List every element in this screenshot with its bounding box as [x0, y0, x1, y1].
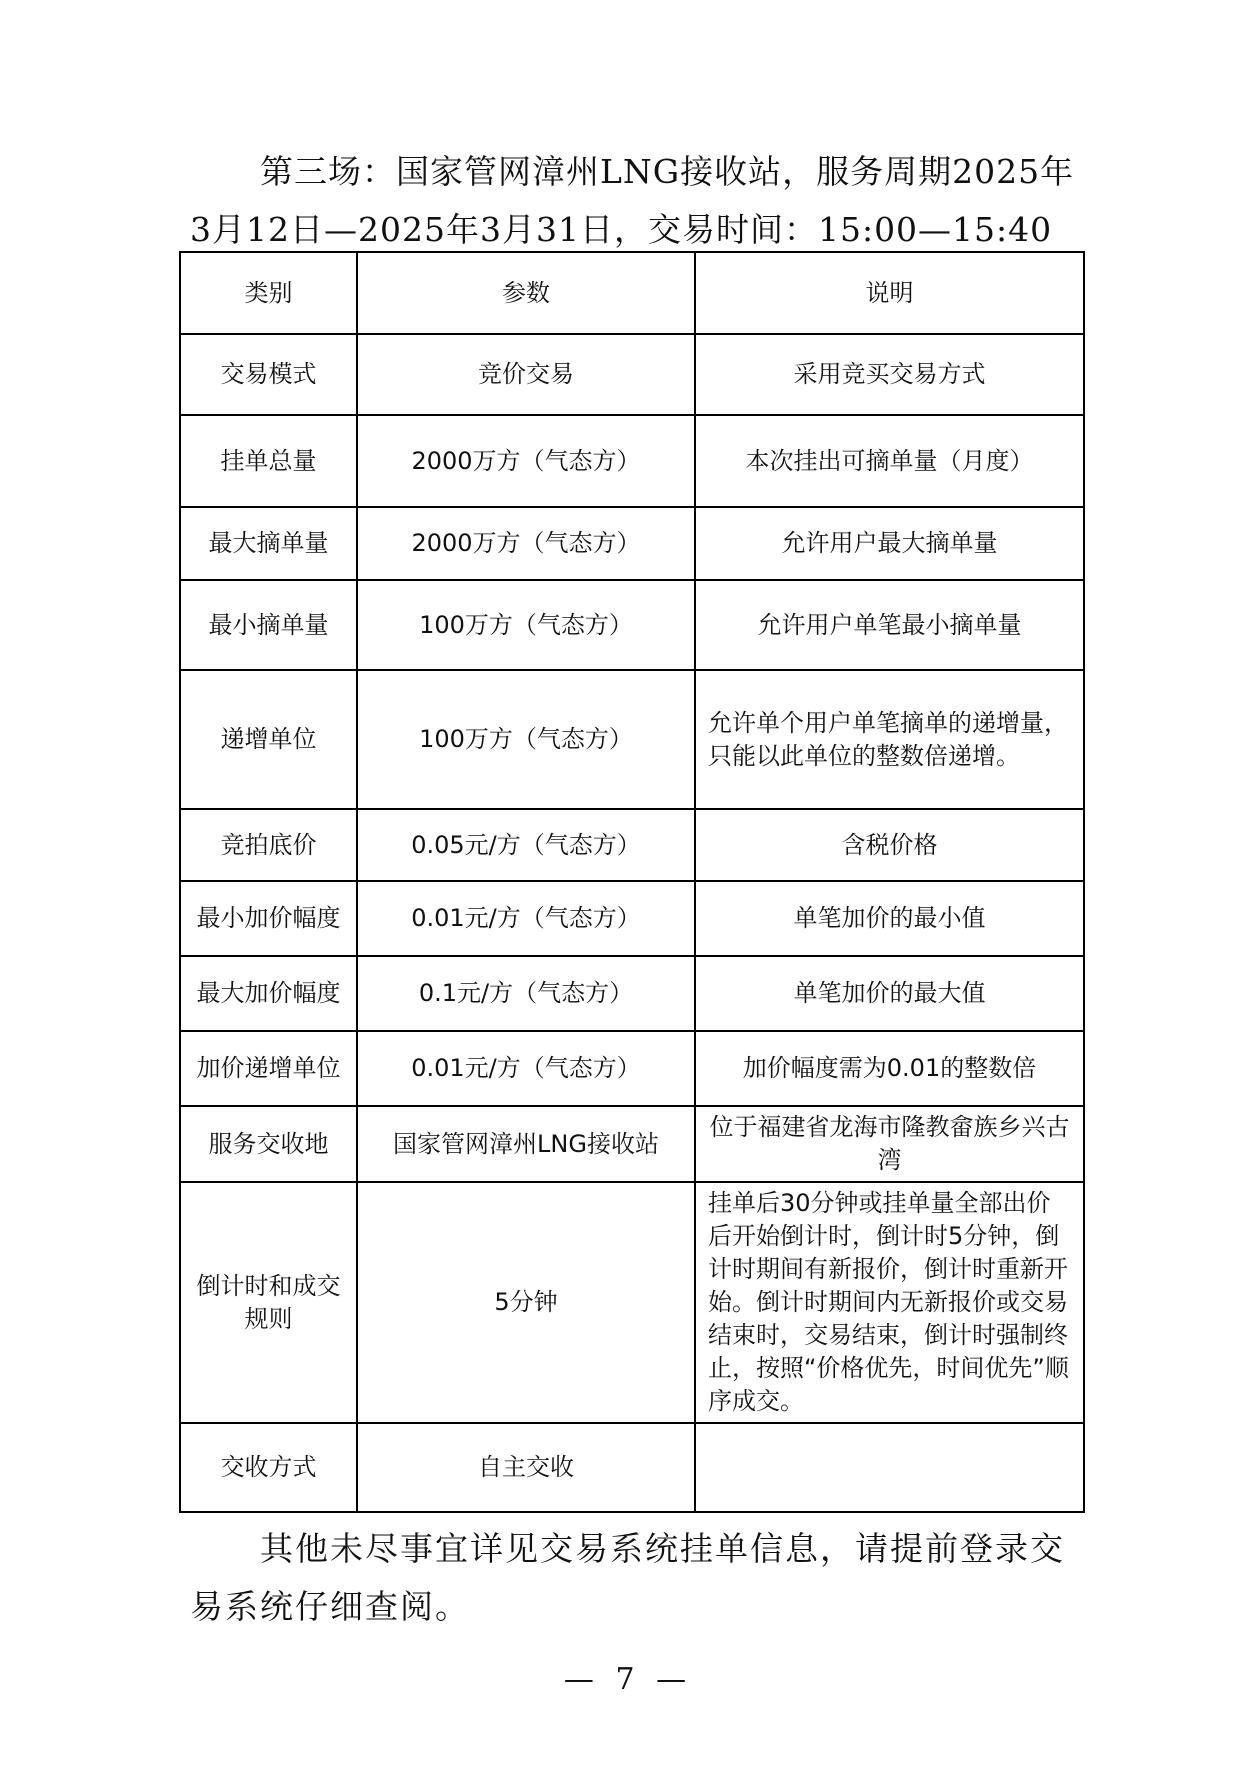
row-desc: 单笔加价的最小值	[695, 881, 1084, 956]
table-row	[180, 580, 1084, 670]
table-row	[180, 670, 1084, 809]
row-category: 交收方式	[180, 1423, 357, 1512]
table-row	[180, 1182, 1084, 1423]
row-category: 最大摘单量	[180, 507, 357, 580]
row-param: 竞价交易	[357, 334, 695, 415]
table-row	[180, 1106, 1084, 1182]
row-param: 0.1元/方（气态方）	[357, 956, 695, 1031]
row-param: 5分钟	[357, 1182, 695, 1423]
header-param: 参数	[357, 252, 695, 334]
page-number: — 7 —	[563, 1662, 693, 1697]
row-param: 0.01元/方（气态方）	[357, 1031, 695, 1106]
table-row	[180, 1423, 1084, 1512]
header-category: 类别	[180, 252, 357, 334]
row-category: 最小加价幅度	[180, 881, 357, 956]
row-category: 竞拍底价	[180, 809, 357, 881]
parameter-table	[179, 251, 1085, 1513]
row-desc: 加价幅度需为0.01的整数倍	[695, 1031, 1084, 1106]
row-param: 100万方（气态方）	[357, 670, 695, 809]
row-desc	[695, 1423, 1084, 1512]
row-category: 服务交收地	[180, 1106, 357, 1182]
row-category: 最小摘单量	[180, 580, 357, 670]
row-param: 自主交收	[357, 1423, 695, 1512]
table-row	[180, 334, 1084, 415]
row-desc: 单笔加价的最大值	[695, 956, 1084, 1031]
row-desc: 允许用户单笔最小摘单量	[695, 580, 1084, 670]
table-row	[180, 415, 1084, 507]
row-category: 倒计时和成交规则	[180, 1182, 357, 1423]
table-row	[180, 507, 1084, 580]
table-row	[180, 1031, 1084, 1106]
row-category: 交易模式	[180, 334, 357, 415]
row-desc: 本次挂出可摘单量（月度）	[695, 415, 1084, 507]
row-param: 0.01元/方（气态方）	[357, 881, 695, 956]
row-category: 加价递增单位	[180, 1031, 357, 1106]
header-desc: 说明	[695, 252, 1084, 334]
row-param: 0.05元/方（气态方）	[357, 809, 695, 881]
closing-paragraph: 其他未尽事宜详见交易系统挂单信息，请提前登录交易系统仔细查阅。	[190, 1529, 1065, 1626]
row-param: 2000万方（气态方）	[357, 507, 695, 580]
table-row	[180, 956, 1084, 1031]
intro-paragraph: 第三场：国家管网漳州LNG接收站，服务周期2025年3月12日—2025年3月31日，交易时间：15:00—15:40	[190, 152, 1075, 249]
row-desc: 位于福建省龙海市隆教畲族乡兴古湾	[695, 1106, 1084, 1182]
row-desc: 采用竞买交易方式	[695, 334, 1084, 415]
row-category: 挂单总量	[180, 415, 357, 507]
row-category: 最大加价幅度	[180, 956, 357, 1031]
row-desc: 挂单后30分钟或挂单量全部出价后开始倒计时，倒计时5分钟，倒计时期间有新报价，倒计时重新开始。倒计时期间内无新报价或交易结束时，交易结束，倒计时强制终止，按照“价格优先，时间优先”顺序成交。	[695, 1182, 1084, 1423]
row-desc: 含税价格	[695, 809, 1084, 881]
row-param: 2000万方（气态方）	[357, 415, 695, 507]
row-category: 递增单位	[180, 670, 357, 809]
row-desc: 允许用户最大摘单量	[695, 507, 1084, 580]
table-row	[180, 881, 1084, 956]
table-header-row	[180, 252, 1084, 334]
table-row	[180, 809, 1084, 881]
row-param: 国家管网漳州LNG接收站	[357, 1106, 695, 1182]
row-desc: 允许单个用户单笔摘单的递增量，只能以此单位的整数倍递增。	[695, 670, 1084, 809]
row-param: 100万方（气态方）	[357, 580, 695, 670]
